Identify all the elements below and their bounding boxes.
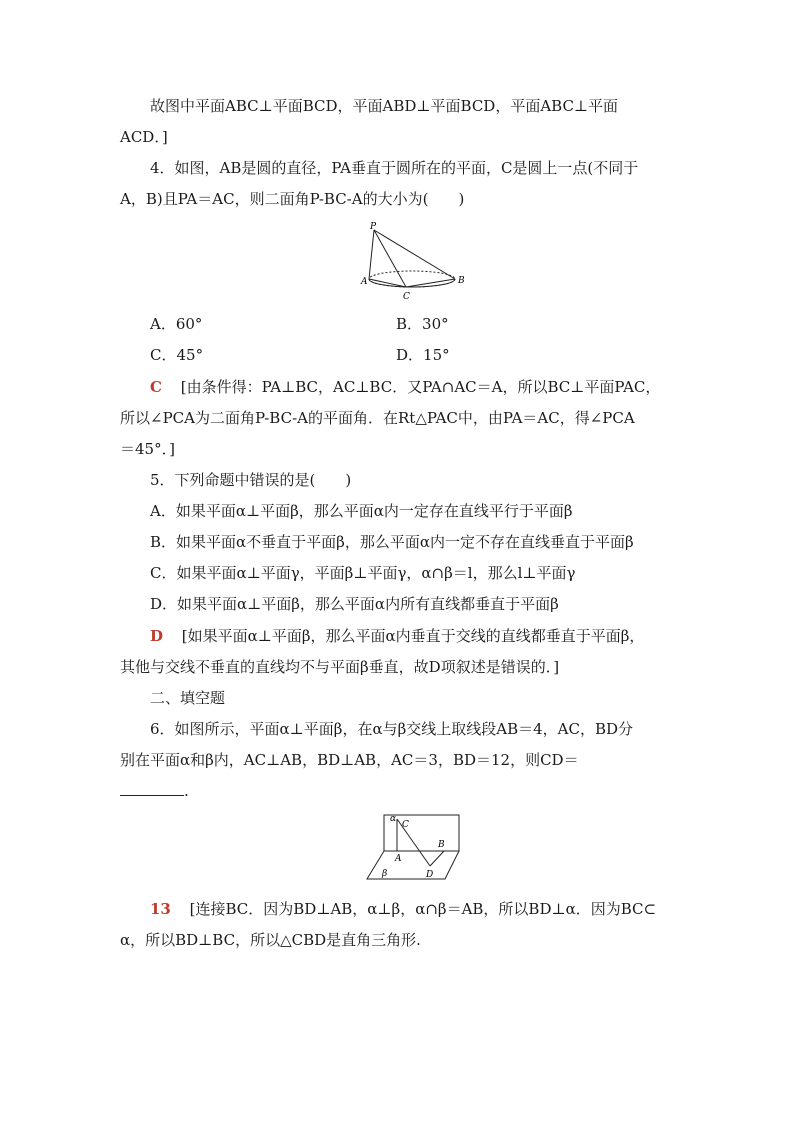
q4-solution-line-3: ＝45°．]: [120, 440, 175, 458]
q6-stem-line-2: 别在平面α和β内，AC⊥AB，BD⊥AB，AC＝3，BD＝12，则CD＝: [120, 751, 579, 769]
q6-solution-line-2: α，所以BD⊥BC，所以△CBD是直角三角形.: [120, 931, 421, 949]
q5-solution-text-1: [如果平面α⊥平面β，那么平面α内垂直于交线的直线都垂直于平面β，: [181, 627, 645, 645]
q6-stem-line-3: [120, 781, 189, 801]
q4-stem-line-1: 4．如图，AB是圆的直径，PA垂直于圆所在的平面，C是圆上一点(不同于: [150, 159, 639, 177]
q4-solution-line-2: 所以∠PCA为二面角P-BC-A的平面角．在Rt△PAC中，由PA＝AC，得∠PCA: [120, 409, 635, 427]
q6-label-c: C: [402, 820, 409, 830]
q5-solution-line-2: 其他与交线不垂直的直线均不与平面β垂直，故D项叙述是错误的．]: [120, 658, 560, 676]
q6-plane-beta: [367, 851, 459, 879]
q4-option-d: D．15°: [396, 346, 450, 364]
continuation-line-2: ACD．]: [120, 128, 168, 146]
q5-option-c: C．如果平面α⊥平面γ，平面β⊥平面γ，α∩β＝l，那么l⊥平面γ: [150, 564, 576, 582]
q4-label-p: P: [370, 222, 377, 232]
q4-option-a: A．60°: [150, 315, 203, 333]
q4-solution-line-1: [150, 377, 660, 397]
section-title: 二、填空题: [150, 689, 226, 707]
q6-planes-figure: [360, 810, 470, 890]
q4-label-a: A: [361, 277, 368, 287]
q4-solution-text-1: [由条件得：PA⊥BC，AC⊥BC．又PA∩AC＝A，所以BC⊥平面PAC，: [180, 378, 661, 396]
q5-solution-line-1: [150, 626, 644, 646]
q4-label-b: B: [458, 276, 465, 286]
q4-stem-line-2: A，B)且PA＝AC，则二面角P-BC-A的大小为( ): [120, 190, 465, 208]
q6-label-a: A: [395, 854, 402, 864]
q6-answer-blank: [120, 783, 184, 796]
continuation-line-1: 故图中平面ABC⊥平面BCD，平面ABD⊥平面BCD，平面ABC⊥平面: [150, 97, 619, 115]
q6-stem-line-1: 6．如图所示，平面α⊥平面β，在α与β交线上取线段AB＝4，AC，BD分: [150, 720, 634, 738]
q5-option-b: B．如果平面α不垂直于平面β，那么平面α内一定不存在直线垂直于平面β: [150, 533, 634, 551]
q6-label-b: B: [438, 840, 445, 850]
q6-stem-line-3-tail: .: [184, 782, 189, 800]
q6-answer: 13: [150, 900, 171, 918]
q4-cone-figure: [360, 220, 470, 305]
q5-stem: 5．下列命题中错误的是( ): [150, 471, 352, 489]
q5-answer: D: [150, 627, 164, 645]
q4-answer: C: [150, 378, 162, 396]
q6-label-d: D: [426, 870, 434, 880]
q6-label-beta: β: [382, 869, 388, 879]
q6-label-alpha: α: [390, 814, 397, 824]
q4-option-b: B．30°: [396, 315, 449, 333]
q6-solution-line-1: [150, 899, 656, 919]
q4-label-c: C: [403, 292, 410, 302]
q5-option-a: A．如果平面α⊥平面β，那么平面α内一定存在直线平行于平面β: [150, 502, 573, 520]
q6-solution-text-1: [连接BC．因为BD⊥AB，α⊥β，α∩β＝AB，所以BD⊥α．因为BC⊂: [189, 900, 657, 918]
q6-segment-bd: [430, 851, 444, 866]
q5-option-d: D．如果平面α⊥平面β，那么平面α内所有直线都垂直于平面β: [150, 595, 559, 613]
q4-option-c: C．45°: [150, 346, 204, 364]
